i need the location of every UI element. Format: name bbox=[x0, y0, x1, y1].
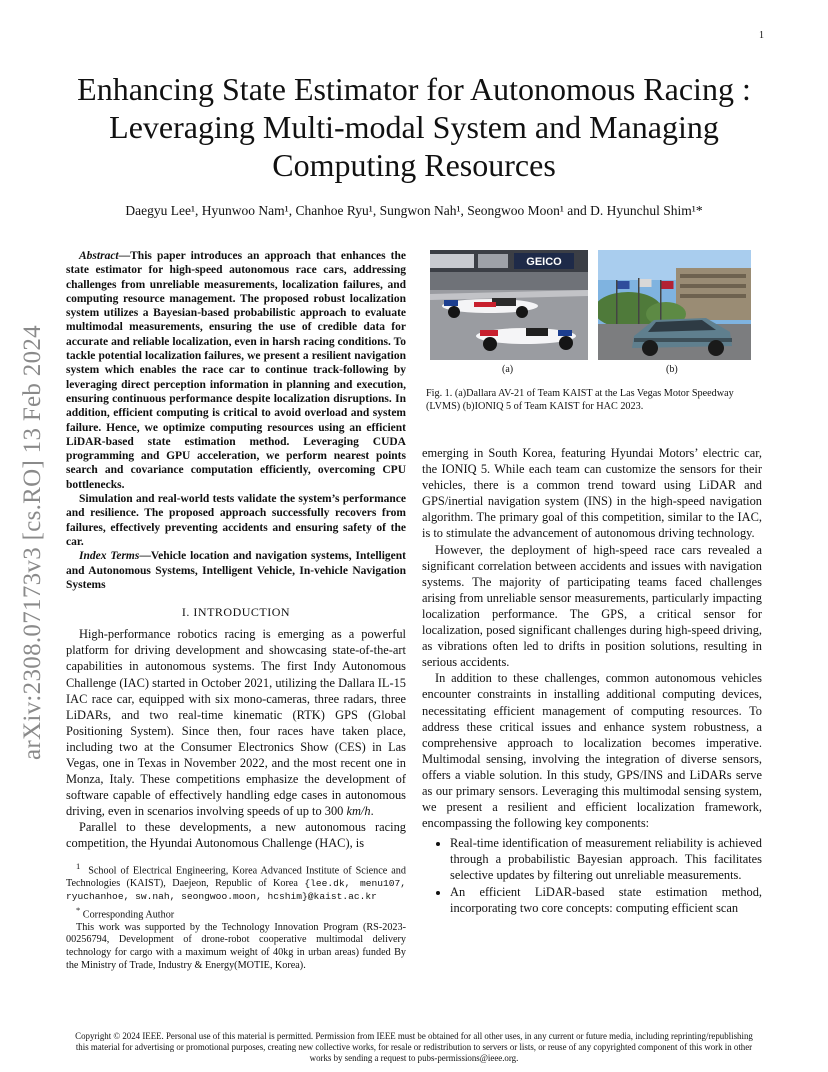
figure-1a-race-cars-image bbox=[430, 250, 588, 360]
section-title-introduction: I. INTRODUCTION bbox=[181, 605, 291, 620]
intro-paragraph-1: High-performance robotics racing is emerging as a powerful platform for driving development and showcasing state-of-the-art capabilities in autonomous systems. The first Indy Autonomous Challenge (IAC) started in October 2021, utilizing the Dallara IL-15 IAC race car, equipped with six mono-cameras, three radars, three LiDARs, and two real-time kinematic (RTK) GPS (Global Positioning System). Since then, four races have taken place, including two at the Consumer Electronics Show (CES) in Las Vegas, one in Texas in November 2022, and the most recent one in Monza, Italy. These competitions emphasize the development of software capable of effectively handling edge cases in autonomous driving, even in scenarios involving speeds of up to 300 km/h. bbox=[66, 627, 406, 819]
figure-1 bbox=[426, 250, 762, 378]
footnote-funding: This work was supported by the Technology Innovation Program (RS-2023-00256794, Development of drone-robot cooperative multimodal delivery technology for cargo with a maximum weight of 40kg in urban areas) funded By the Ministry of Trade, Industry & Energy(MOTIE, Korea). bbox=[66, 921, 406, 971]
intro-paragraph-1-text: High-performance robotics racing is emerging as a powerful platform for driving development and showcasing state-of-the-art capabilities in autonomous systems. The first Indy Autonomous Challenge (IAC) started in October 2021, utilizing the Dallara IL-15 IAC race car, equipped with six mono-cameras, three radars, three LiDARs, and two real-time kinematic (RTK) GPS (Global Positioning System). Since then, four races have taken place, including two at the Consumer Electronics Show (CES) in Las Vegas, one in Texas in November 2022, and the most recent one in Monza, Italy. These competitions emphasize the development of software capable of effectively handling edge cases in autonomous driving, even in scenarios involving speeds of up to 300 bbox=[66, 627, 406, 819]
figure-1a-label: (a) bbox=[502, 364, 514, 375]
corresponding-text: Corresponding Author bbox=[82, 908, 175, 920]
contribution-item-2: • An efficient LiDAR-based state estimation method, incorporating two core concepts: computing efficient scan bbox=[450, 884, 762, 916]
abstract-text: —This paper introduces an approach that enhances the state estimator for high-speed autonomous race cars, addressing challenges from unreliable measurements, localization failures, and computing resource management. The proposed robust localization system utilizes a Bayesian-based probabilistic approach to evaluate multimodal measurements, ensuring the use of credible data for accurate and reliable localization, even in harsh racing conditions. To tackle potential localization failures, we present a resilient navigation system which enables the race car to continue track-following by leveraging direct perception information in planning and execution, ensuring continuous performance despite localization disruptions. In addition, efficient computing is critical to avoid overload and system failure. Hence, we optimize computing resources using an efficient LiDAR-based state estimation method. Leveraging CUDA programming and GPU acceleration, we perform nearest points search and covariance computation efficiently, overcoming CPU bottlenecks. bbox=[66, 250, 406, 491]
index-terms-text: —Vehicle location and navigation systems, Intelligent and Autonomous Systems, Intelligent Vehicle, In-vehicle Navigation Systems bbox=[66, 550, 406, 591]
right-column bbox=[422, 445, 762, 916]
footnote-corresponding: * Corresponding Author bbox=[76, 904, 175, 920]
right-paragraph-2: However, the deployment of high-speed race cars revealed a significant correlation between accidents and issues with navigation systems. The majority of participating teams faced challenges arising from unreliable sensor measurements, particularly impacting localization performance. The GPS, a critical sensor for localization, posed significant challenges during high-speed driving, as vibrations often led to drifts in position solutions, resulting in serious accidents. bbox=[422, 542, 762, 670]
index-terms-label: Index Terms bbox=[79, 550, 140, 563]
copyright-notice: Copyright © 2024 IEEE. Personal use of this material is permitted. Permission from IEEE must be obtained for all other uses, in any current or future media, including reprinting/republishing this material for advertising or promotional purposes, creating new collective works, for resale or redistribution to servers or lists, or reuse of any copyrighted component of this work in other works by sending a request to pubs-permissions@ieee.org. bbox=[75, 1031, 753, 1063]
speed-unit: km/h bbox=[346, 804, 371, 819]
figure-1b-ioniq5-image bbox=[598, 250, 751, 360]
abstract-text-2: Simulation and real-world tests validate the system’s performance and resilience. The proposed approach successfully recovers from failures, effectively preventing accidents and ensuring safety of the car. bbox=[66, 493, 406, 548]
abstract-label: Abstract bbox=[79, 250, 119, 262]
index-terms bbox=[66, 549, 406, 592]
affiliation-text: School of Electrical Engineering, Korea Advanced Institute of Science and Technologies (KAIST), Daejeon, Republic of Korea bbox=[66, 865, 406, 890]
page-number: 1 bbox=[759, 30, 764, 41]
paper-title: Enhancing State Estimator for Autonomous Racing : Leveraging Multi-modal System and Managing Computing Resources bbox=[77, 71, 751, 183]
footnotes bbox=[66, 860, 406, 972]
abstract bbox=[66, 249, 406, 492]
geico-sign-text: GEICO bbox=[526, 256, 562, 268]
arxiv-watermark: arXiv:2308.07173v3 [cs.RO] 13 Feb 2024 bbox=[19, 325, 46, 760]
author-emails: {lee.dk, menu107, ryuchanhoe, sw.nah, seongwoo.moon, hcshim}@kaist.ac.kr bbox=[66, 878, 407, 902]
footnote-affiliation: $^1$ School of Electrical Engineering, Korea Advanced Institute of Science and Technologies (KAIST), Daejeon, Republic of Korea {lee.dk, menu107, ryuchanhoe, sw.nah, seongwoo.moon, hcshim}@kaist.ac.kr bbox=[66, 861, 407, 902]
right-paragraph-3: In addition to these challenges, common autonomous vehicles encounter constraints in installing additional computing devices, necessitating efficient management of computing resources. To address these critical issues and enhance system robustness, a comprehensive approach to localization becomes imperative. Multimodal sensing, involving the integration of diverse sensors, offers a viable solution. In this study, GPS/INS and LiDARs serve as our primary sensors. Leveraging this multimodal sensing system, we present a resilient and efficient localization framework, encompassing the following key components: bbox=[422, 671, 762, 831]
left-column bbox=[66, 249, 406, 852]
contribution-item-1: • Real-time identification of measurement reliability is achieved through a probabilistic Bayesian approach. This facilitates selective updates by filtering out unreliable measurements. bbox=[450, 835, 762, 883]
figure-1-caption: Fig. 1. (a)Dallara AV-21 of Team KAIST at the Las Vegas Motor Speedway (LVMS) (b)IONIQ 5 of Team KAIST for HAC 2023. bbox=[426, 388, 734, 412]
right-paragraph-1: emerging in South Korea, featuring Hyundai Motors’ electric car, the IONIQ 5. While each team can customize the sensors for their vehicles, there is a common trend toward using LiDAR and GPS/inertial navigation system (INS) in the high-speed navigation algorithm. The primary goal of this competition, similar to the IAC, is to stimulate the advancement of autonomous driving technology. bbox=[422, 446, 762, 541]
author-list: Daegyu Lee¹, Hyunwoo Nam¹, Chanhoe Ryu¹, Sungwon Nah¹, Seongwoo Moon¹ and D. Hyunchul Shim¹* bbox=[125, 203, 703, 218]
intro-paragraph-2: Parallel to these developments, a new autonomous racing competition, the Hyundai Autonomous Challenge (HAC), is bbox=[66, 820, 406, 851]
contribution-list bbox=[422, 835, 762, 915]
figure-1b-label: (b) bbox=[666, 364, 678, 375]
